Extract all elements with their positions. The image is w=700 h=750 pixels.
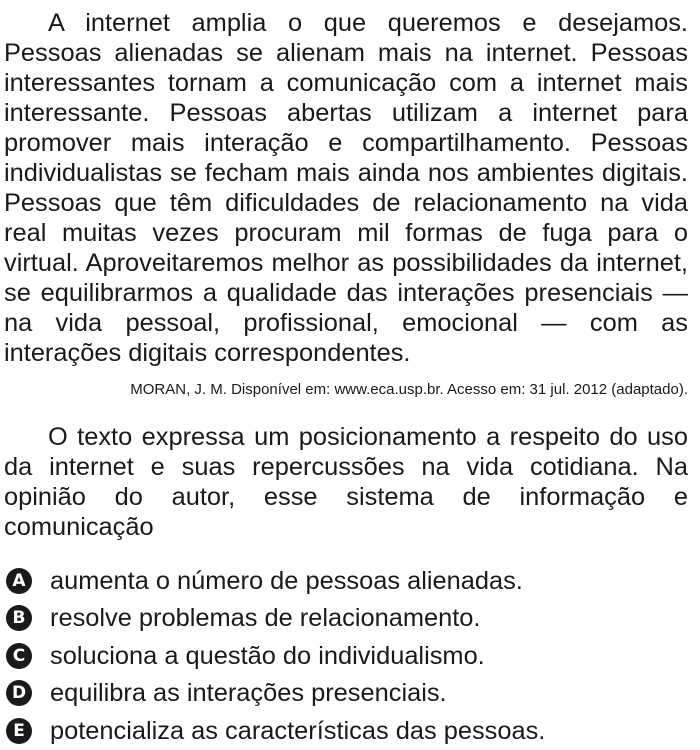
answer-options bbox=[4, 562, 688, 750]
passage-text: A internet amplia o que queremos e desejamos. Pessoas alienadas se alienam mais na internet. Pessoas interessantes tornam a comunicação com a internet mais interessante. Pessoas abertas utilizam a internet para promover mais interação e compartilhamento. Pessoas individualistas se fecham mais ainda nos ambientes digitais. Pessoas que têm dificuldades de relacionamento na vida real muitas vezes procuram mil formas de fuga para o virtual. Aproveitaremos melhor as possibilidades da internet, se equilibrarmos a qualidade das interações presenciais — na vida pessoal, profissional, emocional — com as interações digitais correspondentes. bbox=[4, 9, 688, 367]
option-b-letter-icon: B bbox=[6, 605, 32, 631]
option-a-letter-icon: A bbox=[6, 568, 32, 594]
option-e[interactable] bbox=[4, 712, 688, 750]
option-c-letter-icon: C bbox=[6, 643, 32, 669]
option-c[interactable] bbox=[4, 637, 688, 675]
option-c-text: soluciona a questão do individualismo. bbox=[50, 641, 485, 670]
passage-source: MORAN, J. M. Disponível em: www.eca.usp.br. Acesso em: 31 jul. 2012 (adaptado). bbox=[130, 381, 688, 398]
option-e-text: potencializa as características das pessoas. bbox=[50, 716, 546, 745]
option-d-text: equilibra as interações presenciais. bbox=[50, 679, 447, 708]
option-a-text: aumenta o número de pessoas alienadas. bbox=[50, 566, 523, 595]
option-b-text: resolve problemas de relacionamento. bbox=[50, 604, 481, 633]
option-e-letter-icon: E bbox=[6, 718, 32, 744]
option-d-letter-icon: D bbox=[6, 680, 32, 706]
option-d[interactable] bbox=[4, 675, 688, 713]
option-b[interactable] bbox=[4, 600, 688, 638]
option-a[interactable] bbox=[4, 562, 688, 600]
question-stem: O texto expressa um posicionamento a respeito do uso da internet e suas repercussões na vida cotidiana. Na opinião do autor, esse sistema de informação e comunicação bbox=[4, 423, 688, 541]
